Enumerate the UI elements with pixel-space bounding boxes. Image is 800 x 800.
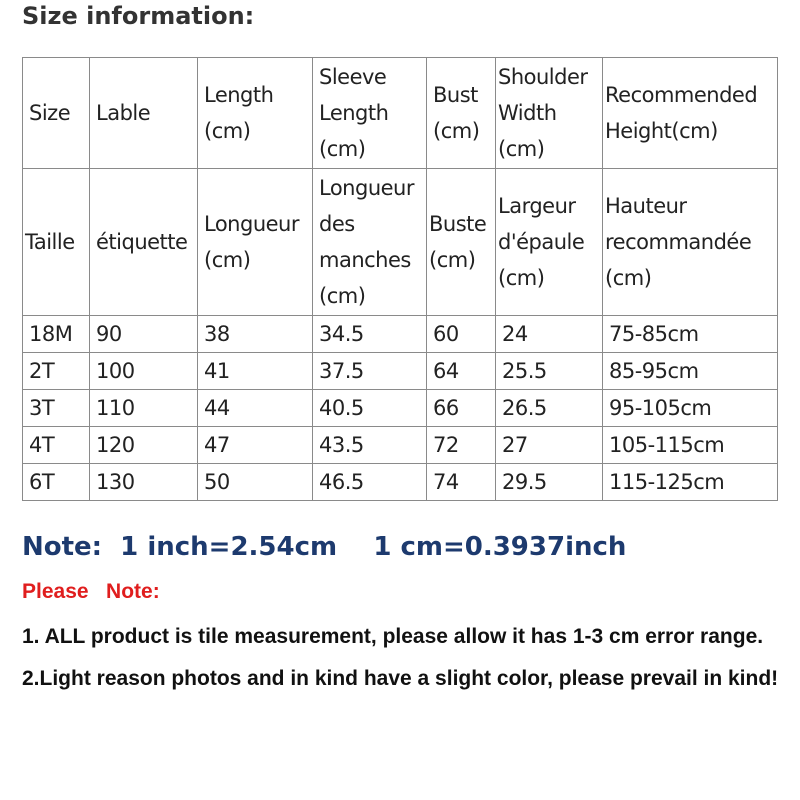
header-cell: Recommended Height(cm) — [603, 58, 778, 169]
header-cell: Length (cm) — [198, 58, 313, 169]
size-table — [22, 57, 778, 501]
header-cell: Lable — [90, 58, 198, 169]
note-item: 1. ALL product is tile measurement, please allow it has 1-3 cm error range. — [22, 625, 764, 648]
table-cell: 105-115cm — [603, 427, 778, 464]
table-cell: 50 — [198, 464, 313, 501]
table-cell: 47 — [198, 427, 313, 464]
header-cell: Bust (cm) — [427, 58, 496, 169]
table-row — [23, 427, 778, 464]
table-cell: 74 — [427, 464, 496, 501]
header-cell: Sleeve Length (cm) — [313, 58, 427, 169]
table-cell: 27 — [496, 427, 603, 464]
table-cell: 46.5 — [313, 464, 427, 501]
table-cell: 18M — [23, 316, 90, 353]
table-row — [23, 316, 778, 353]
table-cell: 95-105cm — [603, 390, 778, 427]
table-cell: 44 — [198, 390, 313, 427]
notes-list — [22, 616, 782, 700]
table-cell: 72 — [427, 427, 496, 464]
table-cell: 40.5 — [313, 390, 427, 427]
header-cell: Taille — [23, 169, 90, 316]
table-cell: 75-85cm — [603, 316, 778, 353]
table-row — [23, 390, 778, 427]
header-cell: Shoulder Width (cm) — [496, 58, 603, 169]
table-cell: 90 — [90, 316, 198, 353]
table-cell: 24 — [496, 316, 603, 353]
conversion-note: Note: 1 inch=2.54cm 1 cm=0.3937inch — [22, 532, 627, 562]
table-cell: 110 — [90, 390, 198, 427]
table-cell: 25.5 — [496, 353, 603, 390]
header-cell: Buste (cm) — [427, 169, 496, 316]
table-row — [23, 464, 778, 501]
table-cell: 115-125cm — [603, 464, 778, 501]
table-cell: 100 — [90, 353, 198, 390]
table-cell: 4T — [23, 427, 90, 464]
table-cell: 6T — [23, 464, 90, 501]
table-header-row-fr — [23, 169, 778, 316]
table-header-row-en — [23, 58, 778, 169]
table-cell: 64 — [427, 353, 496, 390]
please-note-heading: Please Note: — [22, 580, 160, 603]
header-cell: étiquette — [90, 169, 198, 316]
table-cell: 38 — [198, 316, 313, 353]
header-cell: Longueur (cm) — [198, 169, 313, 316]
table-cell: 34.5 — [313, 316, 427, 353]
table-cell: 120 — [90, 427, 198, 464]
table-cell: 26.5 — [496, 390, 603, 427]
header-cell: Largeur d'épaule (cm) — [496, 169, 603, 316]
note-item: 2.Light reason photos and in kind have a slight color, please prevail in kind! — [22, 667, 779, 690]
table-cell: 2T — [23, 353, 90, 390]
table-cell: 29.5 — [496, 464, 603, 501]
table-cell: 3T — [23, 390, 90, 427]
table-cell: 130 — [90, 464, 198, 501]
table-cell: 37.5 — [313, 353, 427, 390]
table-cell: 43.5 — [313, 427, 427, 464]
table-cell: 60 — [427, 316, 496, 353]
table-cell: 66 — [427, 390, 496, 427]
table-row — [23, 353, 778, 390]
header-cell: Longueur des manches (cm) — [313, 169, 427, 316]
header-cell: Size — [23, 58, 90, 169]
page-title: Size information: — [22, 2, 255, 30]
table-cell: 85-95cm — [603, 353, 778, 390]
table-cell: 41 — [198, 353, 313, 390]
header-cell: Hauteur recommandée (cm) — [603, 169, 778, 316]
